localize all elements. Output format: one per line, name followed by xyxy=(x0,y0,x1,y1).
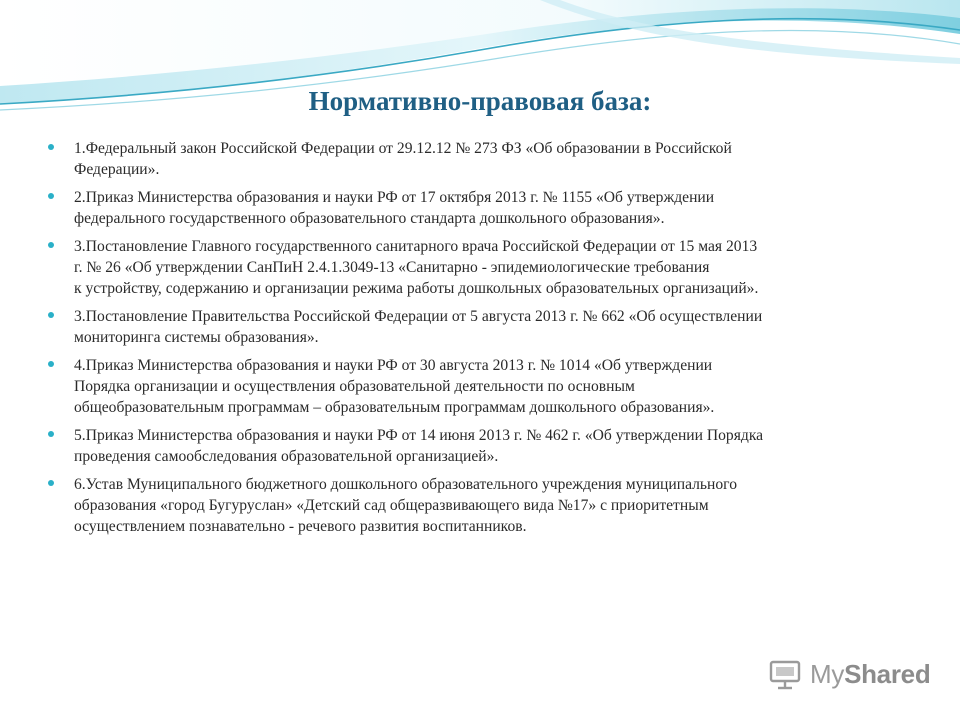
legal-document-item xyxy=(44,236,904,299)
bullet-icon xyxy=(48,480,54,486)
item-text-line: проведения самообследования образовательной организацией». xyxy=(74,448,499,465)
bullet-icon xyxy=(48,312,54,318)
item-text-line: 4.Приказ Министерства образования и науки РФ от 30 августа 2013 г. № 1014 «Об утверждении xyxy=(74,357,713,374)
watermark-suffix: Shared xyxy=(844,658,931,689)
item-text-line: 3.Постановление Главного государственного санитарного врача Российской Федерации от 15 мая 2013 xyxy=(74,238,758,255)
item-text-line: 3.Постановление Правительства Российской Федерации от 5 августа 2013 г. № 662 «Об осуществлении xyxy=(74,308,763,325)
item-text-line: мониторинга системы образования». xyxy=(74,329,319,346)
slide-title: Нормативно-правовая база: xyxy=(308,86,652,116)
bullet-icon xyxy=(48,242,54,248)
item-text-line: 5.Приказ Министерства образования и науки РФ от 14 июня 2013 г. № 462 г. «Об утверждении Порядка xyxy=(74,427,764,444)
bullet-icon xyxy=(48,431,54,437)
legal-document-item xyxy=(44,187,904,229)
item-text-line: Федерации». xyxy=(74,161,160,178)
item-text-line: образования «город Бугуруслан» «Детский сад общеразвивающего вида №17» с приоритетным xyxy=(74,497,709,514)
legal-document-item xyxy=(44,355,904,418)
mysharedwatermark xyxy=(768,654,930,694)
item-text-line: Порядка организации и осуществления образовательной деятельности по основным xyxy=(74,378,635,395)
item-text-line: общеобразовательным программам – образовательным программам дошкольного образования». xyxy=(74,399,715,416)
item-text-line: 2.Приказ Министерства образования и науки РФ от 17 октября 2013 г. № 1155 «Об утверждении xyxy=(74,189,715,206)
bullet-icon xyxy=(48,193,54,199)
watermark-prefix: My xyxy=(810,658,845,689)
bullet-icon xyxy=(48,361,54,367)
presentation-board-icon xyxy=(768,657,802,691)
legal-document-item xyxy=(44,474,904,537)
legal-document-item xyxy=(44,306,904,348)
watermark-text xyxy=(810,659,930,690)
legal-document-item xyxy=(44,138,904,180)
item-text-line: г. № 26 «Об утверждении СанПиН 2.4.1.3049-13 «Санитарно - эпидемиологические требования xyxy=(74,259,710,276)
legal-document-item xyxy=(44,425,904,467)
legal-basis-list xyxy=(44,138,904,544)
item-text-line: федерального государственного образовательного стандарта дошкольного образования». xyxy=(74,210,665,227)
item-text-line: 1.Федеральный закон Российской Федерации от 29.12.12 № 273 ФЗ «Об образовании в Российской xyxy=(74,140,732,157)
item-text-line: осуществлением познавательно - речевого развития воспитанников. xyxy=(74,518,527,535)
item-text-line: к устройству, содержанию и организации режима работы дошкольных образовательных организаций». xyxy=(74,280,759,297)
bullet-icon xyxy=(48,144,54,150)
item-text-line: 6.Устав Муниципального бюджетного дошкольного образовательного учреждения муниципального xyxy=(74,476,737,493)
